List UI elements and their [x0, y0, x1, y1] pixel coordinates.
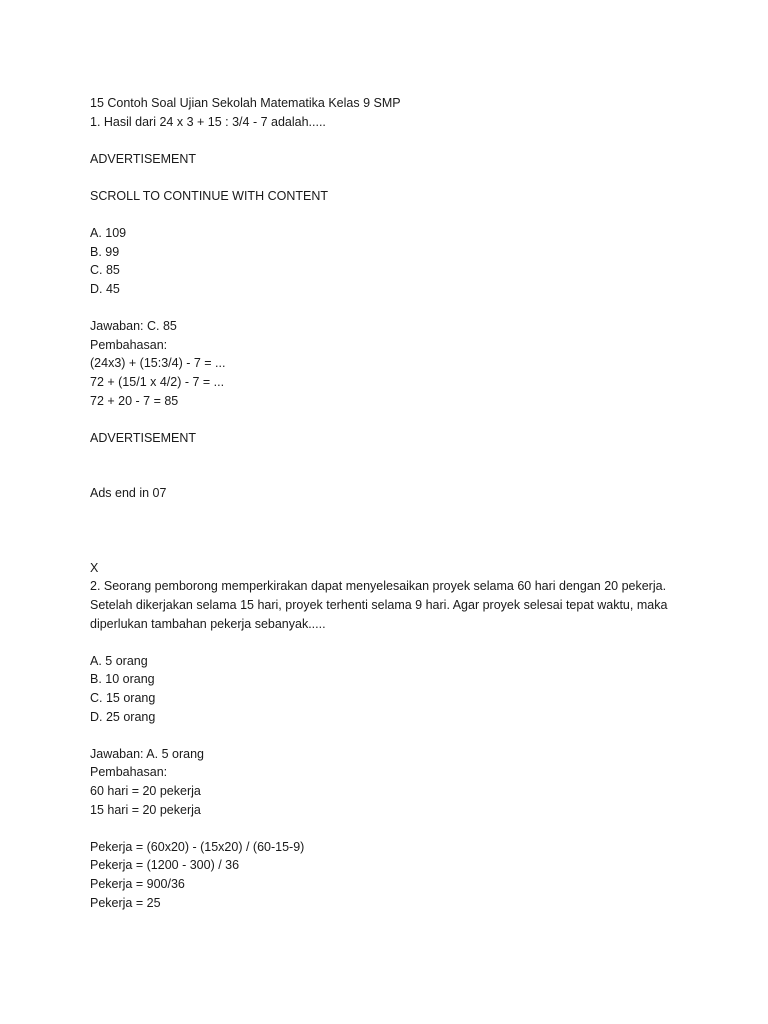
- q2-answer: Jawaban: A. 5 orang: [90, 746, 204, 761]
- question-1-text: 1. Hasil dari 24 x 3 + 15 : 3/4 - 7 adalah.....: [90, 114, 326, 129]
- document-page: [90, 94, 690, 912]
- q2-given-1: 60 hari = 20 pekerja: [90, 783, 201, 798]
- q1-option-c: C. 85: [90, 263, 120, 278]
- spacer: [90, 299, 690, 318]
- spacer: [90, 131, 690, 150]
- document-title: 15 Contoh Soal Ujian Sekolah Matematika Kelas 9 SMP: [90, 96, 401, 110]
- q2-option-a: A. 5 orang: [90, 653, 148, 668]
- q2-option-c: C. 15 orang: [90, 691, 156, 706]
- q1-option-d: D. 45: [90, 281, 120, 296]
- spacer: [90, 168, 690, 187]
- q1-option-a: A. 109: [90, 226, 127, 241]
- q1-step-2: 72 + (15/1 x 4/2) - 7 = ...: [90, 374, 225, 389]
- q1-step-1: (24x3) + (15:3/4) - 7 = ...: [90, 356, 226, 371]
- spacer: [90, 633, 690, 652]
- q1-answer: Jawaban: C. 85: [90, 319, 177, 334]
- ad-block-label: ADVERTISEMENT: [90, 430, 197, 445]
- ad-close-button[interactable]: X: [90, 560, 99, 575]
- q1-option-b: B. 99: [90, 244, 120, 259]
- q2-given-2: 15 hari = 20 pekerja: [90, 802, 201, 817]
- question-2-text: 2. Seorang pemborong memperkirakan dapat menyelesaikan proyek selama 60 hari dengan 20 pekerja. Setelah dikerjakan selama 15 hari, proyek terhenti selama 9 hari. Agar proyek selesai tepat waktu, maka diperlukan tambahan pekerja sebanyak.....: [90, 579, 668, 631]
- spacer: [90, 726, 690, 745]
- q2-step-2: Pekerja = (1200 - 300) / 36: [90, 858, 240, 873]
- q1-step-3: 72 + 20 - 7 = 85: [90, 393, 179, 408]
- spacer: [90, 447, 690, 484]
- advertisement-label: ADVERTISEMENT: [90, 151, 197, 166]
- q1-explanation-label: Pembahasan:: [90, 337, 168, 352]
- q2-step-4: Pekerja = 25: [90, 895, 161, 910]
- spacer: [90, 410, 690, 429]
- q2-option-d: D. 25 orang: [90, 709, 156, 724]
- spacer: [90, 819, 690, 838]
- q2-option-b: B. 10 orang: [90, 672, 155, 687]
- q2-step-3: Pekerja = 900/36: [90, 876, 185, 891]
- q2-explanation-label: Pembahasan:: [90, 765, 168, 780]
- ad-countdown: Ads end in 07: [90, 486, 167, 501]
- scroll-notice: SCROLL TO CONTINUE WITH CONTENT: [90, 188, 328, 203]
- spacer: [90, 503, 690, 559]
- spacer: [90, 206, 690, 225]
- q2-step-1: Pekerja = (60x20) - (15x20) / (60-15-9): [90, 839, 305, 854]
